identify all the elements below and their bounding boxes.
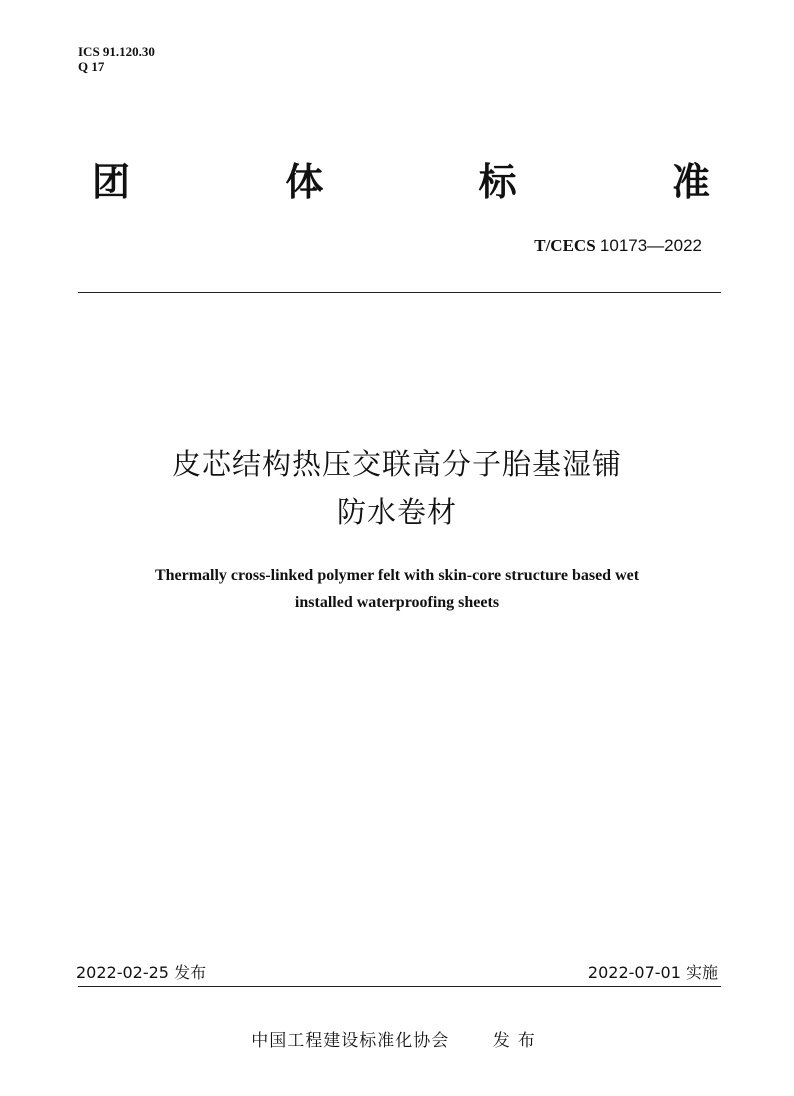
classification-codes <box>78 44 155 74</box>
standard-type-char: 体 <box>285 160 324 204</box>
chinese-title <box>0 440 794 536</box>
english-title <box>0 562 794 616</box>
chinese-title-line: 皮芯结构热压交联高分子胎基湿铺 <box>171 447 622 481</box>
standard-type-char: 标 <box>478 160 517 204</box>
standard-type-char: 团 <box>92 160 131 204</box>
bottom-divider <box>78 986 721 987</box>
ccs-code: Q 17 <box>78 59 105 74</box>
english-title-line: installed waterproofing sheets <box>294 594 500 611</box>
english-title-line: Thermally cross-linked polymer felt with skin-core structure based wet <box>154 567 640 584</box>
standard-type-heading <box>92 160 710 204</box>
standard-type-char: 准 <box>671 160 710 204</box>
issue-date: 2022-02-25 发布 <box>76 963 207 982</box>
publisher-organization: 中国工程建设标准化协会 <box>251 1031 450 1051</box>
publisher-action: 发布 <box>492 1031 543 1051</box>
standard-number-value: 10173—2022 <box>599 236 702 255</box>
chinese-title-line: 防水卷材 <box>336 495 457 529</box>
publisher-line <box>0 1026 794 1051</box>
standard-number-prefix: T/CECS <box>534 236 596 255</box>
standard-number <box>534 236 702 256</box>
ics-code: ICS 91.120.30 <box>78 44 155 59</box>
top-divider <box>78 292 721 293</box>
implementation-date: 2022-07-01 实施 <box>587 963 718 982</box>
